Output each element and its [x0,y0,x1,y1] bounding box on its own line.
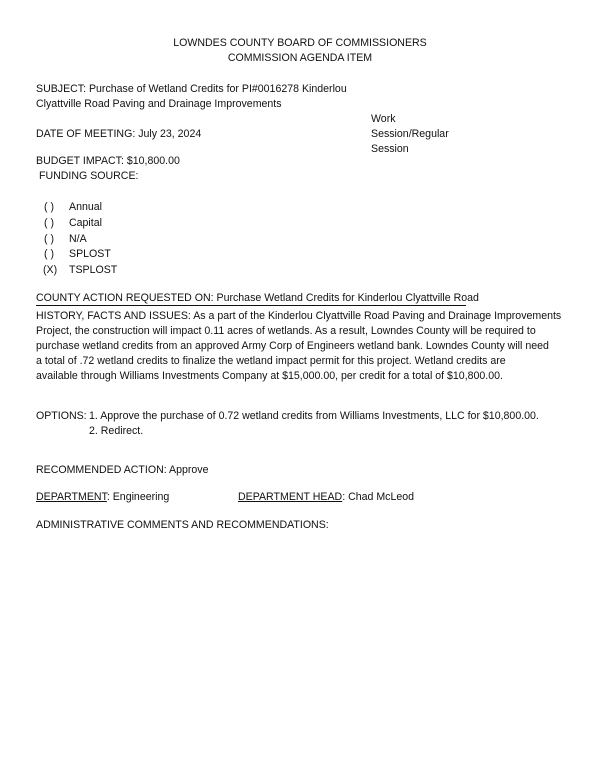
subject-line-2: Clyattville Road Paving and Drainage Improvements [36,98,282,110]
funding-option-checkbox-checked: (X) [43,264,58,276]
department-head [238,490,414,506]
meeting-type-line-3: Session [371,143,409,155]
funding-option-checkbox: ( ) [44,201,54,213]
meeting-type-line-2: Session/Regular [371,128,449,140]
admin-comments-heading: ADMINISTRATIVE COMMENTS AND RECOMMENDATIONS: [36,519,329,531]
funding-option-label: Annual [69,201,102,213]
funding-option-label: Capital [69,217,102,229]
history-line-1: HISTORY, FACTS AND ISSUES: As a part of the Kinderlou Clyattville Road Paving and Drainage Improvements [36,310,562,322]
options-label: OPTIONS: [36,410,87,422]
funding-option-checkbox: ( ) [44,233,54,245]
funding-option-label: TSPLOST [69,264,118,276]
recommended-action: RECOMMENDED ACTION: Approve [36,464,209,476]
subject-line-1: SUBJECT: Purchase of Wetland Credits for PI#0016278 Kinderlou [36,83,347,95]
funding-option-tsplost [0,263,300,279]
history-line-2: Project, the construction will impact 0.11 acres of wetlands. As a result, Lowndes County will be required to [36,325,536,337]
date-of-meeting: DATE OF MEETING: July 23, 2024 [36,128,202,140]
history-line-3: purchase wetland credits from an approved Army Corp of Engineers wetland bank. Lowndes County will need [36,340,549,352]
department-head-value: : Chad McLeod [342,491,415,503]
history-line-5: available through Williams Investments Company at $15,000.00, per credit for a total of $10,800.00. [36,370,503,382]
funding-option-splost [0,247,300,263]
funding-option-capital [0,216,300,232]
funding-option-label: SPLOST [69,248,111,260]
funding-source-label: FUNDING SOURCE: [39,170,139,182]
header-subtitle: COMMISSION AGENDA ITEM [227,52,373,64]
funding-option-annual [0,200,300,216]
funding-option-checkbox: ( ) [44,248,54,260]
county-action-divider [36,305,466,306]
option-1: 1. Approve the purchase of 0.72 wetland credits from Williams Investments, LLC for $10,800.00. [89,410,539,422]
header-title: LOWNDES COUNTY BOARD OF COMMISSIONERS [173,37,427,49]
funding-option-na [0,232,300,248]
option-2: 2. Redirect. [89,425,144,437]
meeting-type-line-1: Work [371,113,396,125]
county-action-requested: COUNTY ACTION REQUESTED ON: Purchase Wetland Credits for Kinderlou Clyattville Road [36,292,479,304]
history-line-4: a total of .72 wetland credits to finalize the wetland impact permit for this project. Wetland credits are [36,355,506,367]
department-value: : Engineering [106,491,170,503]
department-head-label: DEPARTMENT HEAD [238,491,343,503]
funding-option-label: N/A [69,233,87,245]
funding-option-checkbox: ( ) [44,217,54,229]
budget-impact: BUDGET IMPACT: $10,800.00 [36,155,180,167]
department-label: DEPARTMENT [36,491,107,503]
department [36,490,169,506]
